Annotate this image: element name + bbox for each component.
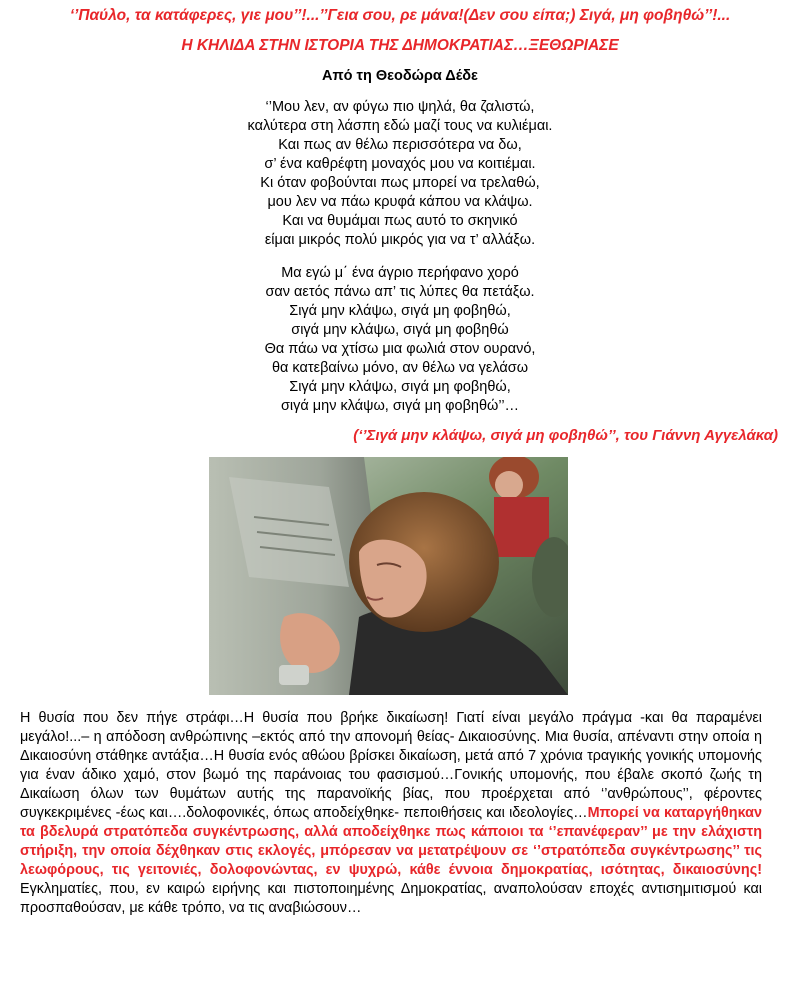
poem-line: μου λεν να πάω κρυφά κάπου να κλάψω. [267, 194, 533, 210]
poem-line: είμαι μικρός πολύ μικρός για να τ’ αλλάξω. [264, 232, 536, 248]
poem-line: σαν αετός πάνω απ’ τις λύπες θα πετάξω. [265, 284, 535, 300]
poem-stanza-2 [0, 264, 800, 416]
article-paragraph-intro: Η θυσία που δεν πήγε στράφι…Η θυσία που βρήκε δικαίωση! Γιατί είναι μεγάλο πράγμα -και θα παραμένει μεγάλο!...– η απόδοση ανθρώπινης –εκτός από την απονομή θείας- Δικαιοσύνης. Μια θυσία, απέναντι στην οποία η Δικαιοσύνη στάθηκε αντάξια…Η θυσία ενός αθώου βρίσκει δικαίωση, μετά από 7 χρόνια τραγικής γονικής υπομονής για έναν άδικο χαμό, στον βωμό της παράνοιας του φασισμού…Γονικής υπομονής, που έβαλε σκοπό ζωής τη Δικαίωση όλων των θυμάτων αυτής της παρανοϊκής βίας, που προέρχεται από ‘’ανθρώπους’’, φέροντες συγκεκριμένες -έως και….δολοφονικές, όπως αποδείχθηκε- πεποιθήσεις και ιδεολογίες… [20, 710, 762, 821]
article-body [20, 709, 762, 918]
author-byline: Από τη Θεοδώρα Δέδε [322, 68, 478, 84]
headline-title: Η ΚΗΛΙΔΑ ΣΤΗΝ ΙΣΤΟΡΙΑ ΤΗΣ ΔΗΜΟΚΡΑΤΙΑΣ…ΞΕΘΩΡΙΑΣΕ [181, 37, 619, 54]
poem-line: καλύτερα στη λάσπη εδώ μαζί τους να κυλιέμαι. [247, 118, 553, 134]
poem-credit: (‘’Σιγά μην κλάψω, σιγά μη φοβηθώ’’, του Γιάννη Αγγελάκα) [353, 427, 778, 444]
photo-illustration [209, 457, 568, 695]
poem-line: ‘’Μου λεν, αν φύγω πιο ψηλά, θα ζαλιστώ, [265, 99, 535, 115]
poem-line: θα κατεβαίνω μόνο, αν θέλω να γελάσω [271, 360, 529, 376]
poem-line: Θα πάω να χτίσω μια φωλιά στον ουρανό, [264, 341, 536, 357]
poem-line: Μα εγώ μ΄ ένα άγριο περήφανο χορό [281, 265, 519, 281]
poem-line: σ’ ένα καθρέφτη μοναχός μου να κοιτιέμαι. [264, 156, 536, 172]
poem-line: σιγά μην κλάψω, σιγά μη φοβηθώ [291, 322, 509, 338]
poem-line: Και πως αν θέλω περισσότερα να δω, [278, 137, 522, 153]
poem-line: Και να θυμάμαι πως αυτό το σκηνικό [282, 213, 518, 229]
photo-woman-kissing-memorial-icon [209, 457, 568, 695]
poem-stanza-1 [0, 98, 800, 250]
poem-line: Σιγά μην κλάψω, σιγά μη φοβηθώ, [289, 379, 511, 395]
article-highlight: Μπορεί να καταργήθηκαν τα βδελυρά στρατόπεδα συγκέντρωσης, αλλά αποδείχθηκε πως κάποιοι τα ‘’επανέφεραν’’ με την ελάχιστη στήριξη, την οποία δέχθηκαν στις εκλογές, μπόρεσαν να μετατρέψουν σε ‘’στρατόπεδα συγκέντρωσης’’ τις λεωφόρους, τις γειτονιές, δολοφονώντας, εν ψυχρώ, κάθε έννοια δημοκρατίας, ισότητας, δικαιοσύνης! [20, 805, 762, 878]
poem-line: Σιγά μην κλάψω, σιγά μη φοβηθώ, [289, 303, 511, 319]
poem-line: Κι όταν φοβούνται πως μπορεί να τρελαθώ, [260, 175, 540, 191]
headline-quote: ‘’Παύλο, τα κατάφερες, γιε μου’’!...’’Γεια σου, ρε μάνα!(Δεν σου είπα;) Σιγά, μη φοβηθώ’’!... [69, 7, 731, 24]
poem-line: σιγά μην κλάψω, σιγά μη φοβηθώ’’… [280, 398, 520, 414]
article-paragraph-end: Εγκληματίες, που, εν καιρώ ειρήνης και πιστοποιημένης Δημοκρατίας, αναπολούσαν εποχές αντισημιτισμού και προσπαθούσαν, με κάθε τρόπο, να τις αναβιώσουν… [20, 881, 762, 916]
